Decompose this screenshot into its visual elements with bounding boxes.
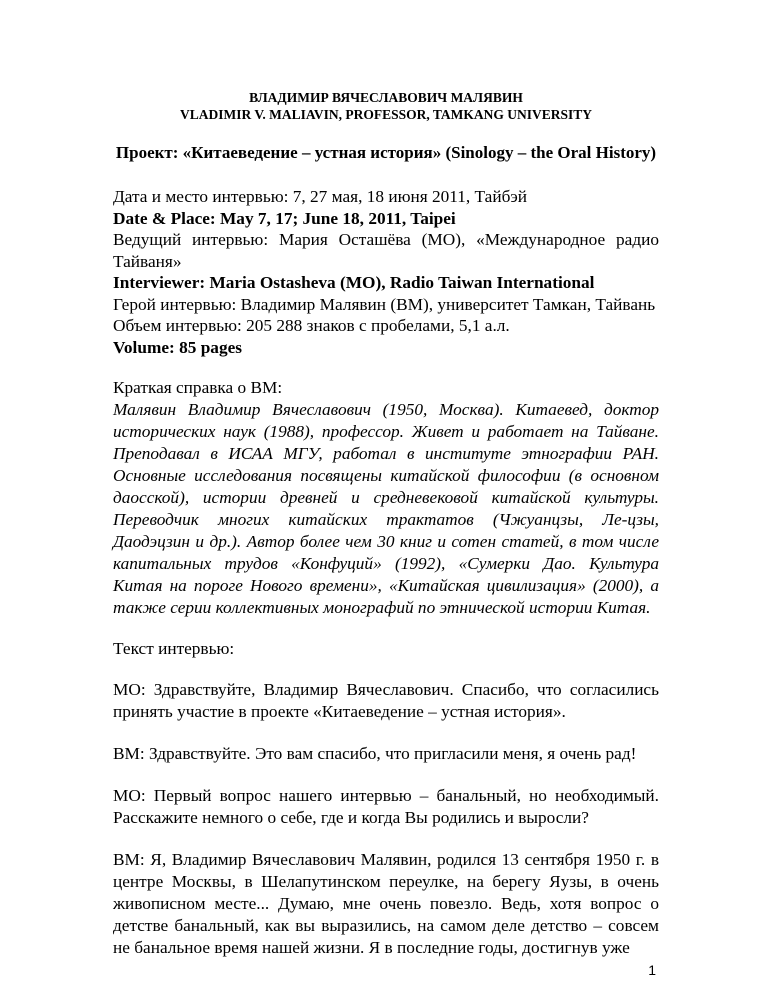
bio-heading: Краткая справка о ВМ: <box>113 378 283 397</box>
page-number: 1 <box>648 962 656 978</box>
volume-ru: Объем интервью: 205 288 знаков с пробелами, 5,1 а.л. <box>113 316 510 335</box>
author-name-en: VLADIMIR V. MALIAVIN, PROFESSOR, TAMKANG UNIVERSITY <box>179 107 593 122</box>
date-place-en: Date & Place: May 7, 17; June 18, 2011, Taipei <box>113 208 456 228</box>
interviewer-en: Interviewer: Maria Ostasheva (MO), Radio Taiwan International <box>113 273 595 292</box>
date-place-ru: Дата и место интервью: 7, 27 мая, 18 июня 2011, Тайбэй <box>113 187 528 206</box>
bio-text: Малявин Владимир Вячеславович (1950, Москва). Китаевед, доктор исторических наук (1988), профессор. Живет и работает на Тайване. Преподавал в ИСАА МГУ, работал в институте этнографии РАН. Основные исследования посвящены китайской философии (в основном даосской), истории древней и средневековой китайской культуры. Переводчик многих китайских трактатов (Чжуанцзы, Ле-цзы, Даодэцзин и др.). Автор более чем 30 книг и сотен статей, в том числе капитальных трудов «Конфуций» (1992), «Сумерки Дао. Культура Китая на пороге Нового времени», «Китайская цивилизация» (2000), а также серии коллективных монографий по этнической истории Китая. <box>113 399 659 617</box>
interview-paragraph: ВМ: Я, Владимир Вячеславович Малявин, родился 13 сентября 1950 г. в центре Москвы, в Шелапутинском переулке, на берегу Яузы, в очень живописном месте... Думаю, мне очень повезло. Ведь, хотя вопрос о детстве банальный, как вы выразились, на самом деле детство – совсем не банальное время нашей жизни. Я в последние годы, достигнув уже <box>113 850 659 957</box>
interview-section <box>113 638 659 960</box>
interview-paragraph: МО: Первый вопрос нашего интервью – банальный, но необходимый. Расскажите немного о себе, где и когда Вы родились и выросли? <box>113 786 659 827</box>
author-name-ru: ВЛАДИМИР ВЯЧЕСЛАВОВИЧ МАЛЯВИН <box>249 90 523 105</box>
bio-section <box>113 377 659 619</box>
interview-metadata <box>113 186 659 358</box>
interview-paragraph: МО: Здравствуйте, Владимир Вячеславович. Спасибо, что согласились принять участие в проекте «Китаеведение – устная история». <box>113 680 659 721</box>
interviewer-ru: Ведущий интервью: Мария Осташёва (МО), «Международное радио Тайваня» <box>113 230 659 271</box>
volume-en: Volume: 85 pages <box>113 337 242 357</box>
interview-paragraph: ВМ: Здравствуйте. Это вам спасибо, что пригласили меня, я очень рад! <box>113 744 637 763</box>
interview-heading: Текст интервью: <box>113 638 235 658</box>
project-title: Проект: «Китаеведение – устная история» (Sinology – the Oral History) <box>115 143 657 162</box>
interviewee-ru: Герой интервью: Владимир Малявин (ВМ), университет Тамкан, Тайвань <box>113 294 656 314</box>
document-body <box>113 89 659 959</box>
